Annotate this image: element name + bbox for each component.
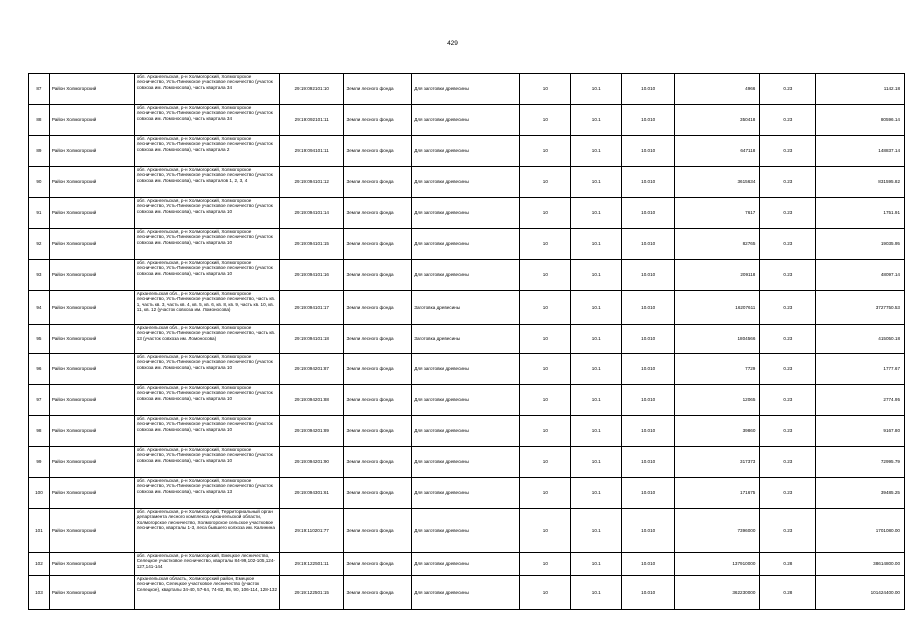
rate-cell: 0.23 xyxy=(760,260,816,291)
cadastral-number: 29:19:092101:10 xyxy=(280,74,344,105)
district-cell: Район Холмогорский xyxy=(49,385,134,416)
row-number: 92 xyxy=(29,229,50,260)
sum-cell: 831595.82 xyxy=(816,167,905,198)
rate-cell: 0.23 xyxy=(760,416,816,447)
sum-cell: 48097.14 xyxy=(816,260,905,291)
code-cell: 10.1 xyxy=(571,291,622,325)
code-cell: 10 xyxy=(520,198,571,229)
row-number: 90 xyxy=(29,167,50,198)
district-cell: Район Холмогорский xyxy=(49,167,134,198)
district-cell: Район Холмогорский xyxy=(49,478,134,509)
area-cell: 209118 xyxy=(675,260,760,291)
cadastral-number: 29:19:094101:15 xyxy=(280,229,344,260)
row-number: 94 xyxy=(29,291,50,325)
rate-cell: 0.23 xyxy=(760,229,816,260)
sum-cell: 101424400.00 xyxy=(816,576,905,610)
land-category: Земли лесного фонда xyxy=(344,509,412,553)
code-cell: 10.1 xyxy=(571,478,622,509)
code-cell: 10.010 xyxy=(622,576,675,610)
code-cell: 10.010 xyxy=(622,167,675,198)
rate-cell: 0.23 xyxy=(760,198,816,229)
district-cell: Район Холмогорский xyxy=(49,74,134,105)
land-category: Земли лесного фонда xyxy=(344,416,412,447)
sum-cell: 9167.80 xyxy=(816,416,905,447)
sum-cell: 1142.18 xyxy=(816,74,905,105)
location-cell: обл. Архангельская, р-н Холмогорский, Холмогорское лесничество, Усть-Пинежское участковое лесничество (участок совхоза им. Ломоносова), часть квартала 34 xyxy=(134,105,279,136)
cadastral-number: 29:19:094201:88 xyxy=(280,385,344,416)
code-cell: 10 xyxy=(520,509,571,553)
sum-cell: 3727750.53 xyxy=(816,291,905,325)
location-cell: Архангельская область, Холмогорский район, Емецкое лесничество, Селецкое участковое лесничество (участок Селецкое), кварталы 34-40, 57-64, 74-82, 85, 90, 106-114, 128-132 xyxy=(134,576,279,610)
location-cell: обл. Архангельская, р-н Холмогорский, Холмогорское лесничество, Усть-Пинежское участковое лесничество (участок совхоза им. Ломоносова), часть квартала 34 xyxy=(134,74,279,105)
permitted-use: Для заготовки древесины xyxy=(412,229,520,260)
sum-cell: 39485.25 xyxy=(816,478,905,509)
cadastral-number: 29:19:094301:61 xyxy=(280,478,344,509)
area-cell: 362230000 xyxy=(675,576,760,610)
area-cell: 82765 xyxy=(675,229,760,260)
code-cell: 10.010 xyxy=(622,447,675,478)
area-cell: 647118 xyxy=(675,136,760,167)
land-plots-table xyxy=(28,73,905,610)
land-category: Земли лесного фонда xyxy=(344,198,412,229)
table-row xyxy=(29,385,905,416)
row-number: 100 xyxy=(29,478,50,509)
permitted-use: Для заготовки древесины xyxy=(412,447,520,478)
district-cell: Район Холмогорский xyxy=(49,509,134,553)
area-cell: 7729 xyxy=(675,354,760,385)
row-number: 89 xyxy=(29,136,50,167)
table-row xyxy=(29,229,905,260)
land-category: Земли лесного фонда xyxy=(344,325,412,354)
area-cell: 7396000 xyxy=(675,509,760,553)
table-row xyxy=(29,354,905,385)
sum-cell: 415050.18 xyxy=(816,325,905,354)
table-row xyxy=(29,260,905,291)
permitted-use: Заготовка древесины xyxy=(412,325,520,354)
row-number: 97 xyxy=(29,385,50,416)
table-row xyxy=(29,447,905,478)
table-body xyxy=(29,74,905,610)
code-cell: 10.1 xyxy=(571,447,622,478)
code-cell: 10.1 xyxy=(571,354,622,385)
code-cell: 10.010 xyxy=(622,229,675,260)
cadastral-number: 29:19:122501:11 xyxy=(280,553,344,576)
sum-cell: 72995.79 xyxy=(816,447,905,478)
district-cell: Район Холмогорский xyxy=(49,136,134,167)
code-cell: 10.010 xyxy=(622,136,675,167)
district-cell: Район Холмогорский xyxy=(49,105,134,136)
land-category: Земли лесного фонда xyxy=(344,354,412,385)
area-cell: 16207611 xyxy=(675,291,760,325)
location-cell: обл. Архангельская, р-н Холмогорский, Холмогорское лесничество, Усть-Пинежское участковое лесничество (участок совхоза им. Ломоносова), часть квартала 2 xyxy=(134,136,279,167)
location-cell: обл. Архангельская, р-н Холмогорский, Холмогорское лесничество, Усть-Пинежское участковое лесничество (участок совхоза им. Ломоносова), часть кварталов 1, 2, 3, 4 xyxy=(134,167,279,198)
land-category: Земли лесного фонда xyxy=(344,553,412,576)
permitted-use: Для заготовки древесины xyxy=(412,198,520,229)
area-cell: 12065 xyxy=(675,385,760,416)
code-cell: 10.1 xyxy=(571,260,622,291)
table-row xyxy=(29,553,905,576)
row-number: 102 xyxy=(29,553,50,576)
sum-cell: 148837.14 xyxy=(816,136,905,167)
code-cell: 10.010 xyxy=(622,478,675,509)
row-number: 88 xyxy=(29,105,50,136)
code-cell: 10 xyxy=(520,229,571,260)
land-category: Земли лесного фонда xyxy=(344,167,412,198)
permitted-use: Для заготовки древесины xyxy=(412,478,520,509)
table-row xyxy=(29,416,905,447)
row-number: 95 xyxy=(29,325,50,354)
row-number: 96 xyxy=(29,354,50,385)
rate-cell: 0.23 xyxy=(760,136,816,167)
location-cell: обл. Архангельская, р-н Холмогорский, Холмогорское лесничество, Усть-Пинежское участковое лесничество (участок совхоза им. Ломоносова), часть квартала 10 xyxy=(134,198,279,229)
table-row xyxy=(29,478,905,509)
code-cell: 10 xyxy=(520,105,571,136)
permitted-use: Для заготовки древесины xyxy=(412,105,520,136)
code-cell: 10 xyxy=(520,385,571,416)
district-cell: Район Холмогорский xyxy=(49,416,134,447)
table-row xyxy=(29,105,905,136)
area-cell: 317373 xyxy=(675,447,760,478)
permitted-use: Для заготовки древесины xyxy=(412,576,520,610)
code-cell: 10.010 xyxy=(622,325,675,354)
location-cell: обл. Архангельская, р-н Холмогорский, Холмогорское лесничество, Усть-Пинежское участковое лесничество (участок совхоза им. Ломоносова), часть квартала 13 xyxy=(134,478,279,509)
district-cell: Район Холмогорский xyxy=(49,260,134,291)
permitted-use: Для заготовки древесины xyxy=(412,416,520,447)
district-cell: Район Холмогорский xyxy=(49,198,134,229)
row-number: 98 xyxy=(29,416,50,447)
land-category: Земли лесного фонда xyxy=(344,291,412,325)
code-cell: 10.1 xyxy=(571,229,622,260)
table-row xyxy=(29,509,905,553)
code-cell: 10.1 xyxy=(571,416,622,447)
cadastral-number: 29:19:094201:87 xyxy=(280,354,344,385)
code-cell: 10 xyxy=(520,416,571,447)
location-cell: обл. Архангельская, р-н Холмогорский, Территориальный орган департамента лесного комплекса Архангельской области, Холмогорское лесничество, Холмогорское сельское участковое лесничество, кварталы 1-3, леса бывшего колхоза им. Калинина xyxy=(134,509,279,553)
code-cell: 10 xyxy=(520,576,571,610)
sum-cell: 2774.95 xyxy=(816,385,905,416)
rate-cell: 0.23 xyxy=(760,167,816,198)
rate-cell: 0.28 xyxy=(760,576,816,610)
code-cell: 10.010 xyxy=(622,74,675,105)
district-cell: Район Холмогорский xyxy=(49,354,134,385)
code-cell: 10.1 xyxy=(571,509,622,553)
area-cell: 171675 xyxy=(675,478,760,509)
code-cell: 10.010 xyxy=(622,553,675,576)
location-cell: обл. Архангельская, р-н Холмогорский, Холмогорское лесничество, Усть-Пинежское участковое лесничество (участок совхоза им. Ломоносова), часть квартала 10 xyxy=(134,260,279,291)
code-cell: 10.010 xyxy=(622,416,675,447)
rate-cell: 0.23 xyxy=(760,105,816,136)
cadastral-number: 29:19:092101:11 xyxy=(280,105,344,136)
code-cell: 10 xyxy=(520,447,571,478)
land-category: Земли лесного фонда xyxy=(344,136,412,167)
district-cell: Район Холмогорский xyxy=(49,325,134,354)
cadastral-number: 29:19:122501:15 xyxy=(280,576,344,610)
permitted-use: Для заготовки древесины xyxy=(412,74,520,105)
land-category: Земли лесного фонда xyxy=(344,105,412,136)
table-row xyxy=(29,167,905,198)
area-cell: 3615634 xyxy=(675,167,760,198)
rate-cell: 0.23 xyxy=(760,509,816,553)
district-cell: Район Холмогорский xyxy=(49,576,134,610)
row-number: 103 xyxy=(29,576,50,610)
code-cell: 10.1 xyxy=(571,198,622,229)
code-cell: 10 xyxy=(520,260,571,291)
rate-cell: 0.28 xyxy=(760,553,816,576)
sum-cell: 1701080.00 xyxy=(816,509,905,553)
sum-cell: 19035.95 xyxy=(816,229,905,260)
code-cell: 10.010 xyxy=(622,354,675,385)
rate-cell: 0.23 xyxy=(760,354,816,385)
row-number: 99 xyxy=(29,447,50,478)
land-category: Земли лесного фонда xyxy=(344,576,412,610)
location-cell: обл. Архангельская, р-н Холмогорский, Холмогорское лесничество, Усть-Пинежское участковое лесничество (участок совхоза им. Ломоносова), часть квартала 10 xyxy=(134,416,279,447)
table-row xyxy=(29,291,905,325)
sum-cell: 1751.91 xyxy=(816,198,905,229)
location-cell: Архангельская обл., р-н Холмогорский, Холмогорское лесничество, Усть-Пинежское участковое лесничество, часть кв. 13 (участок совхоза им. Ломоносова) xyxy=(134,325,279,354)
permitted-use: Для заготовки древесины xyxy=(412,167,520,198)
code-cell: 10.1 xyxy=(571,385,622,416)
area-cell: 137910000 xyxy=(675,553,760,576)
row-number: 93 xyxy=(29,260,50,291)
area-cell: 39860 xyxy=(675,416,760,447)
code-cell: 10.010 xyxy=(622,385,675,416)
location-cell: обл. Архангельская, р-н Холмогорский, Холмогорское лесничество, Усть-Пинежское участковое лесничество (участок совхоза им. Ломоносова), часть квартала 10 xyxy=(134,385,279,416)
cadastral-number: 29:19:094101:18 xyxy=(280,325,344,354)
code-cell: 10.010 xyxy=(622,260,675,291)
location-cell: обл. Архангельская, р-н Холмогорский, Холмогорское лесничество, Усть-Пинежское участковое лесничество (участок совхоза им. Ломоносова), часть квартала 10 xyxy=(134,447,279,478)
code-cell: 10 xyxy=(520,553,571,576)
table-row xyxy=(29,136,905,167)
location-cell: обл. Архангельская, р-н Холмогорский, Холмогорское лесничество, Усть-Пинежское участковое лесничество (участок совхоза им. Ломоносова), часть квартала 10 xyxy=(134,229,279,260)
rate-cell: 0.23 xyxy=(760,478,816,509)
code-cell: 10 xyxy=(520,354,571,385)
location-cell: обл. Архангельская, р-н Холмогорский, Холмогорское лесничество, Усть-Пинежское участковое лесничество (участок совхоза им. Ломоносова), часть квартала 10 xyxy=(134,354,279,385)
cadastral-number: 29:19:094201:90 xyxy=(280,447,344,478)
code-cell: 10.1 xyxy=(571,325,622,354)
code-cell: 10 xyxy=(520,167,571,198)
land-category: Земли лесного фонда xyxy=(344,385,412,416)
land-category: Земли лесного фонда xyxy=(344,260,412,291)
sum-cell: 38614800.00 xyxy=(816,553,905,576)
cadastral-number: 29:19:094101:12 xyxy=(280,167,344,198)
page-number: 429 xyxy=(447,40,458,47)
row-number: 87 xyxy=(29,74,50,105)
area-cell: 350418 xyxy=(675,105,760,136)
permitted-use: Для заготовки древесины xyxy=(412,354,520,385)
district-cell: Район Холмогорский xyxy=(49,291,134,325)
land-category: Земли лесного фонда xyxy=(344,447,412,478)
cadastral-number: 29:19:094101:11 xyxy=(280,136,344,167)
land-category: Земли лесного фонда xyxy=(344,229,412,260)
code-cell: 10.1 xyxy=(571,74,622,105)
rate-cell: 0.23 xyxy=(760,385,816,416)
cadastral-number: 29:19:110201:77 xyxy=(280,509,344,553)
code-cell: 10 xyxy=(520,291,571,325)
permitted-use: Для заготовки древесины xyxy=(412,509,520,553)
row-number: 91 xyxy=(29,198,50,229)
code-cell: 10.1 xyxy=(571,167,622,198)
sum-cell: 80596.14 xyxy=(816,105,905,136)
district-cell: Район Холмогорский xyxy=(49,447,134,478)
sum-cell: 1777.67 xyxy=(816,354,905,385)
code-cell: 10.010 xyxy=(622,198,675,229)
code-cell: 10 xyxy=(520,325,571,354)
land-category: Земли лесного фонда xyxy=(344,478,412,509)
cadastral-number: 29:19:094101:17 xyxy=(280,291,344,325)
area-cell: 4966 xyxy=(675,74,760,105)
permitted-use: Заготовка древесины xyxy=(412,291,520,325)
land-category: Земли лесного фонда xyxy=(344,74,412,105)
district-cell: Район Холмогорский xyxy=(49,553,134,576)
code-cell: 10 xyxy=(520,478,571,509)
code-cell: 10.1 xyxy=(571,553,622,576)
cadastral-number: 29:19:094101:16 xyxy=(280,260,344,291)
code-cell: 10.010 xyxy=(622,291,675,325)
code-cell: 10.1 xyxy=(571,576,622,610)
permitted-use: Для заготовки древесины xyxy=(412,136,520,167)
code-cell: 10.010 xyxy=(622,509,675,553)
rate-cell: 0.23 xyxy=(760,74,816,105)
rate-cell: 0.23 xyxy=(760,447,816,478)
code-cell: 10.1 xyxy=(571,136,622,167)
row-number: 101 xyxy=(29,509,50,553)
cadastral-number: 29:19:094201:89 xyxy=(280,416,344,447)
permitted-use: Для заготовки древесины xyxy=(412,553,520,576)
area-cell: 7617 xyxy=(675,198,760,229)
permitted-use: Для заготовки древесины xyxy=(412,385,520,416)
table-row xyxy=(29,198,905,229)
permitted-use: Для заготовки древесины xyxy=(412,260,520,291)
location-cell: Архангельская обл., р-н Холмогорский, Холмогорское лесничество, Усть-Пинежское участковое лесничество, часть кв. 1, часть кв. 3, часть кв. 4, кв. 5, кв. 6, кв. 8, кв. 9, часть кв. 10, кв. 11, кв. 12 (участок совхоза им. Ломоносова) xyxy=(134,291,279,325)
table-row xyxy=(29,74,905,105)
code-cell: 10 xyxy=(520,74,571,105)
cadastral-number: 29:19:094101:14 xyxy=(280,198,344,229)
district-cell: Район Холмогорский xyxy=(49,229,134,260)
table-row xyxy=(29,576,905,610)
code-cell: 10.010 xyxy=(622,105,675,136)
location-cell: обл. Архангельская, р-н Холмогорский, Емецкое лесничество, Селецкое участковое лесничество, кварталы 84-99,102-105,124-127,141-144 xyxy=(134,553,279,576)
table-row xyxy=(29,325,905,354)
area-cell: 1804566 xyxy=(675,325,760,354)
rate-cell: 0.23 xyxy=(760,291,816,325)
rate-cell: 0.23 xyxy=(760,325,816,354)
code-cell: 10.1 xyxy=(571,105,622,136)
code-cell: 10 xyxy=(520,136,571,167)
